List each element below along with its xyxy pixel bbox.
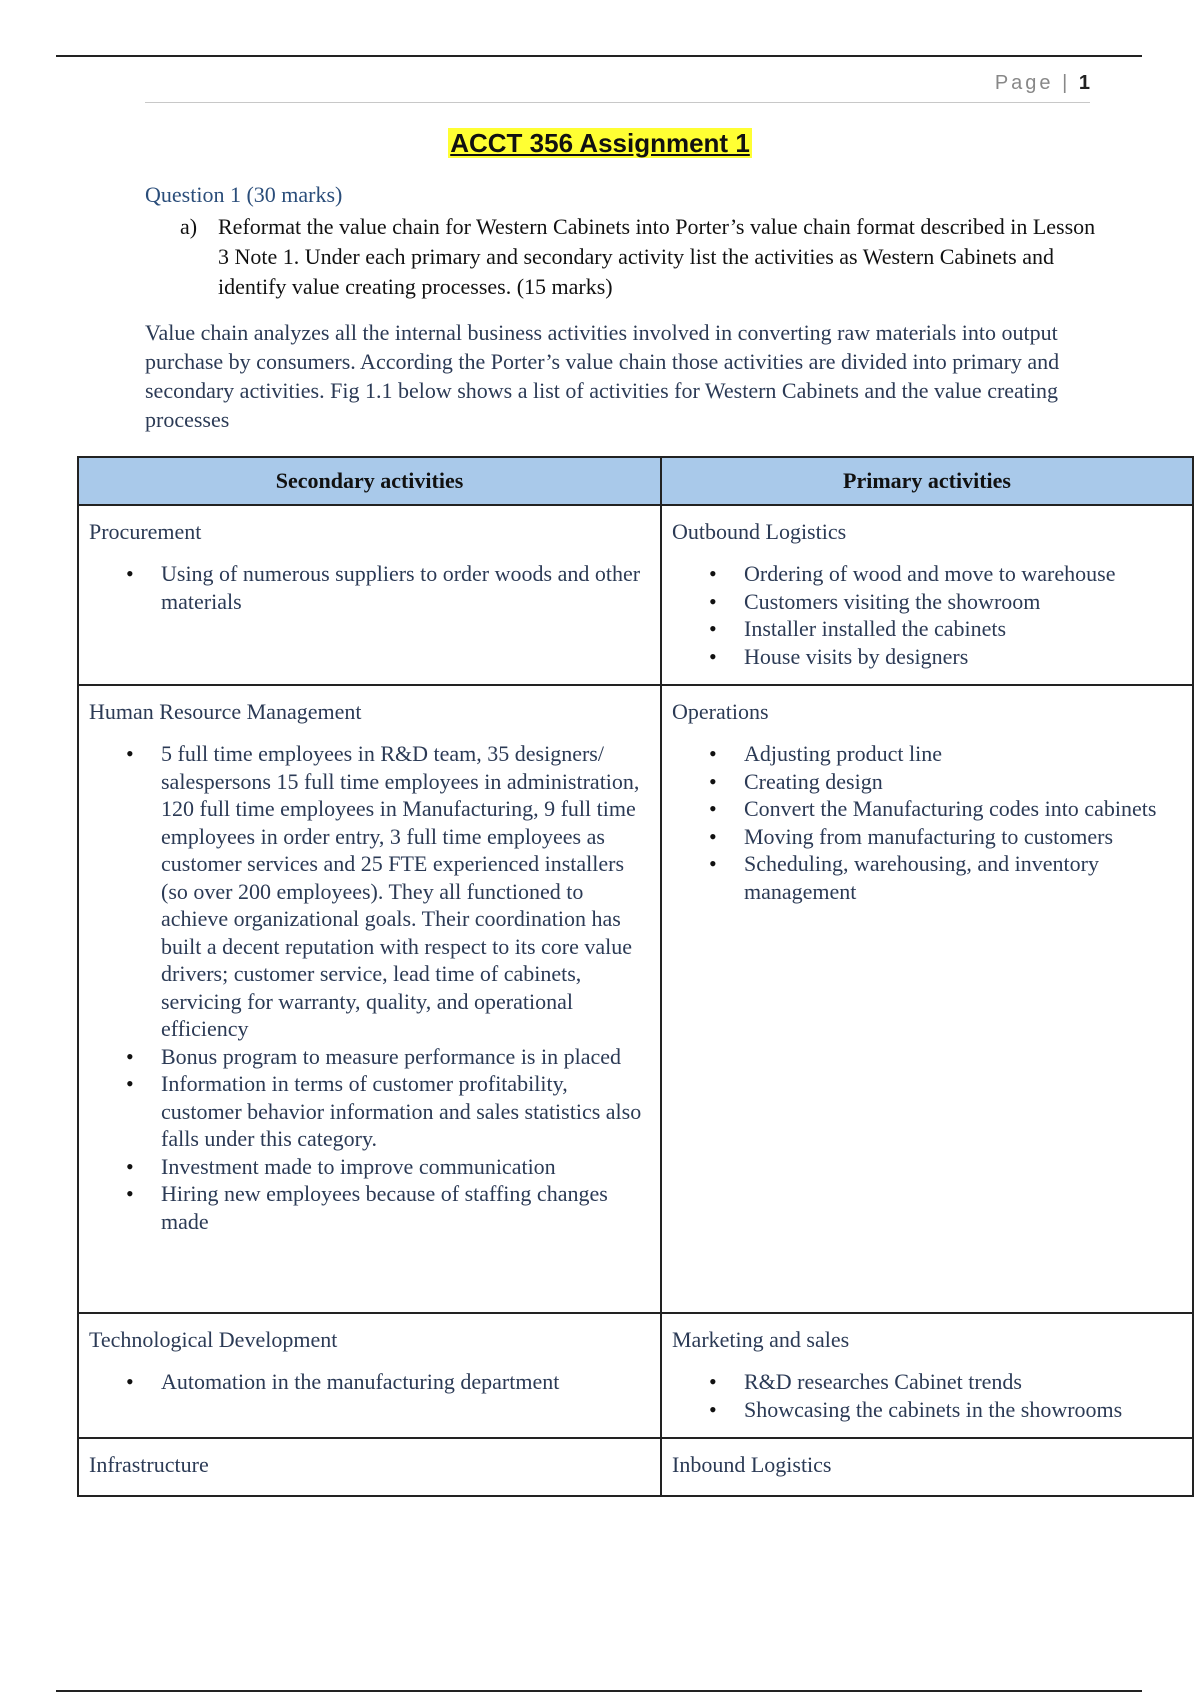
- list-item: • Ordering of wood and move to warehouse: [744, 560, 1182, 588]
- question-part-a: [180, 212, 1100, 302]
- activity-title: Outbound Logistics: [672, 519, 847, 544]
- activity-title: Infrastructure: [89, 1452, 209, 1477]
- bottom-rule: [56, 1690, 1142, 1692]
- list-item: • Showcasing the cabinets in the showrooms: [744, 1396, 1182, 1424]
- question-heading: Question 1 (30 marks): [145, 182, 343, 207]
- part-text: Reformat the value chain for Western Cabinets into Porter’s value chain format described in Lesson 3 Note 1. Under each primary and secondary activity list the activities as Western Cabinets and identify value creating processes. (15 marks): [218, 214, 1096, 299]
- activity-list: [672, 560, 1182, 670]
- table-header-row: [78, 457, 1193, 505]
- list-item: • Using of numerous suppliers to order woods and other materials: [161, 560, 650, 615]
- list-item: • Bonus program to measure performance is in placed: [161, 1043, 650, 1071]
- list-item: • Scheduling, warehousing, and inventory management: [744, 850, 1182, 905]
- intro-paragraph: Value chain analyzes all the internal business activities involved in converting raw materials into output purchase by consumers. According the Porter’s value chain those activities are divided into primary and secondary activities. Fig 1.1 below shows a list of activities for Western Cabinets and the value creating processes: [145, 320, 1060, 432]
- activity-list: [89, 740, 650, 1235]
- secondary-activity-cell: [78, 1438, 661, 1496]
- document-title: ACCT 356 Assignment 1: [450, 128, 750, 158]
- list-item: • R&D researches Cabinet trends: [744, 1368, 1182, 1396]
- activity-list: [89, 1368, 650, 1396]
- part-label: a): [180, 214, 198, 239]
- activity-title: Operations: [672, 699, 769, 724]
- list-item: • Creating design: [744, 768, 1182, 796]
- page-number: Page | 1: [994, 72, 1090, 94]
- secondary-activity-cell: [78, 1313, 661, 1438]
- activity-title: Inbound Logistics: [672, 1452, 832, 1477]
- list-item: • Adjusting product line: [744, 740, 1182, 768]
- list-item: • Customers visiting the showroom: [744, 588, 1182, 616]
- primary-activity-cell: [661, 1438, 1193, 1496]
- activity-title: Marketing and sales: [672, 1327, 850, 1352]
- list-item: • Convert the Manufacturing codes into cabinets: [744, 795, 1182, 823]
- activity-title: Human Resource Management: [89, 699, 362, 724]
- primary-activity-cell: [661, 685, 1193, 1313]
- list-item: • House visits by designers: [744, 643, 1182, 671]
- activity-list: [672, 740, 1182, 905]
- header-secondary: Secondary activities: [78, 457, 661, 505]
- page-label: Page: [994, 72, 1054, 94]
- activity-list: [672, 1368, 1182, 1423]
- value-chain-table: [77, 456, 1194, 1497]
- activity-list: [89, 560, 650, 615]
- table-row: [78, 1313, 1193, 1438]
- table-row: [78, 685, 1193, 1313]
- activity-title: Procurement: [89, 519, 202, 544]
- primary-activity-cell: [661, 1313, 1193, 1438]
- primary-activity-cell: [661, 505, 1193, 685]
- list-item: • Information in terms of customer profitability, customer behavior information and sales statistics also falls under this category.: [161, 1070, 650, 1153]
- secondary-activity-cell: [78, 685, 661, 1313]
- page-number-value: 1: [1078, 72, 1090, 94]
- table-row: [78, 505, 1193, 685]
- header-divider: [145, 102, 1090, 103]
- list-item: • 5 full time employees in R&D team, 35 designers/ salespersons 15 full time employees in administration, 120 full time employees in Manufacturing, 9 full time employees in order entry, 3 full time employees as customer services and 25 FTE experienced installers (so over 200 employees). They all functioned to achieve organizational goals. Their coordination has built a decent reputation with respect to its core value drivers; customer service, lead time of cabinets, servicing for warranty, quality, and operational efficiency: [161, 740, 650, 1043]
- top-rule: [56, 55, 1142, 57]
- list-item: • Hiring new employees because of staffing changes made: [161, 1180, 650, 1235]
- secondary-activity-cell: [78, 505, 661, 685]
- table-row: [78, 1438, 1193, 1496]
- activity-title: Technological Development: [89, 1327, 338, 1352]
- list-item: • Moving from manufacturing to customers: [744, 823, 1182, 851]
- list-item: • Automation in the manufacturing department: [161, 1368, 650, 1396]
- header-primary: Primary activities: [661, 457, 1193, 505]
- list-item: • Installer installed the cabinets: [744, 615, 1182, 643]
- list-item: • Investment made to improve communication: [161, 1153, 650, 1181]
